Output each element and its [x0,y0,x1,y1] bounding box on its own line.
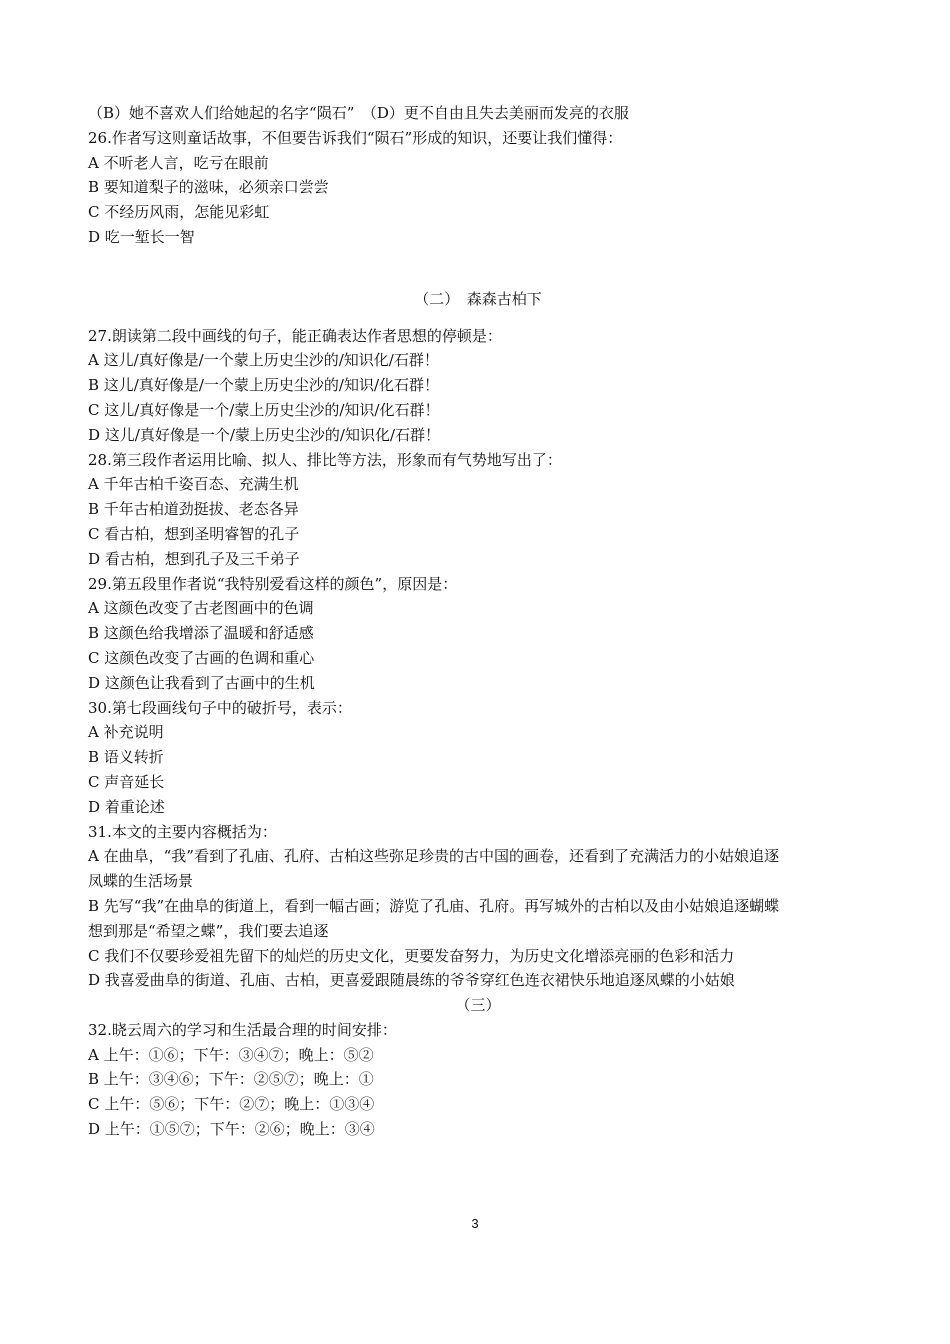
question-31-option-b-line1: B 先写“我”在曲阜的街道上，看到一幅古画；游览了孔庙、孔府。再写城外的古柏以及由小姑娘追逐蝴蝶 [88,896,780,915]
question-32-option-a: A 上午：①⑥；下午：③④⑦；晚上：⑤② [88,1045,374,1064]
question-31-option-a-line2: 凤蝶的生活场景 [88,872,194,891]
question-26-option-d: D 吃一堑长一智 [88,227,195,246]
question-29-option-a: A 这颜色改变了古老图画中的色调 [88,599,314,618]
question-30-option-b: B 语义转折 [88,748,164,767]
question-30-option-a: A 补充说明 [88,723,164,742]
question-31-option-b-line2: 想到那是“希望之蝶”，我们要去追逐 [88,921,329,940]
question-31-option-d: D 我喜爱曲阜的街道、孔庙、古柏，更喜爱跟随晨练的爷爷穿红色连衣裙快乐地追逐凤蝶的小姑娘 [88,971,735,990]
question-31: 31.本文的主要内容概括为： [88,822,277,841]
question-31-option-c: C 我们不仅要珍爱祖先留下的灿烂的历史文化，更要发奋努力，为历史文化增添亮丽的色彩和活力 [88,946,735,965]
question-31-option-a-line1: A 在曲阜，“我”看到了孔庙、孔府、古柏这些弥足珍贵的古中国的画卷，还看到了充满活力的小姑娘追逐 [88,847,779,866]
question-27: 27.朗读第二段中画线的句子，能正确表达作者思想的停顿是： [88,326,502,345]
question-28-option-d: D 看古柏，想到孔子及三千弟子 [88,549,300,568]
section-3-questions [88,1018,868,1142]
question-27-option-c: C 这儿/真好像是一个/蒙上历史尘沙的/知识/化石群！ [88,400,440,419]
question-28-option-b: B 千年古柏道劲挺拔、老态各异 [88,500,299,519]
question-25-options-bd: （B）她不喜欢人们给她起的名字“陨石” （D）更不自由且失去美丽而发亮的衣服 [88,104,629,122]
question-29-option-d: D 这颜色让我看到了古画中的生机 [88,673,315,692]
top-block [88,101,868,250]
question-27-option-d: D 这儿/真好像是一个/蒙上历史尘沙的/知识化/石群！ [88,425,441,444]
question-26-option-c: C 不经历风雨，怎能见彩虹 [88,203,270,222]
question-30-option-d: D 着重论述 [88,797,165,816]
document-page [88,101,868,1142]
question-28-option-c: C 看古柏，想到圣明睿智的孔子 [88,524,300,543]
section-3-title: （三） [455,996,501,1015]
section-2-questions [88,324,868,994]
question-32-option-d: D 上午：①⑤⑦；下午：②⑥；晚上：③④ [88,1120,375,1139]
page-number: 3 [471,1216,479,1231]
spacer [88,250,868,287]
question-27-option-b: B 这儿/真好像是/一个蒙上历史尘沙的/知识/化石群！ [88,376,440,395]
question-30-option-c: C 声音延长 [88,772,165,791]
question-30: 30.第七段画线句子中的破折号，表示： [88,698,352,717]
question-32-option-b: B 上午：③④⑥；下午：②⑤⑦；晚上：① [88,1070,374,1089]
section-2-title: （二） 森森古柏下 [414,289,542,308]
question-26-option-a: A 不听老人言，吃亏在眼前 [88,153,269,172]
question-29: 29.第五段里作者说“我特别爱看这样的颜色”，原因是： [88,574,458,593]
spacer [88,312,868,324]
question-32: 32.晓云周六的学习和生活最合理的时间安排： [88,1020,397,1039]
question-32-option-c: C 上午：⑤⑥；下午：②⑦；晚上：①③④ [88,1095,375,1114]
question-26-option-b: B 要知道梨子的滋味，必须亲口尝尝 [88,178,329,197]
question-28-option-a: A 千年古柏千姿百态、充满生机 [88,475,299,494]
question-26: 26.作者写这则童话故事，不但要告诉我们“陨石”形成的知识，还要让我们懂得： [88,128,623,147]
question-28: 28.第三段作者运用比喻、拟人、排比等方法，形象而有气势地写出了： [88,450,562,469]
question-29-option-b: B 这颜色给我增添了温暖和舒适感 [88,624,314,643]
question-27-option-a: A 这儿/真好像是/一个蒙上历史尘沙的/知识化/石群！ [88,351,439,370]
question-29-option-c: C 这颜色改变了古画的色调和重心 [88,648,315,667]
